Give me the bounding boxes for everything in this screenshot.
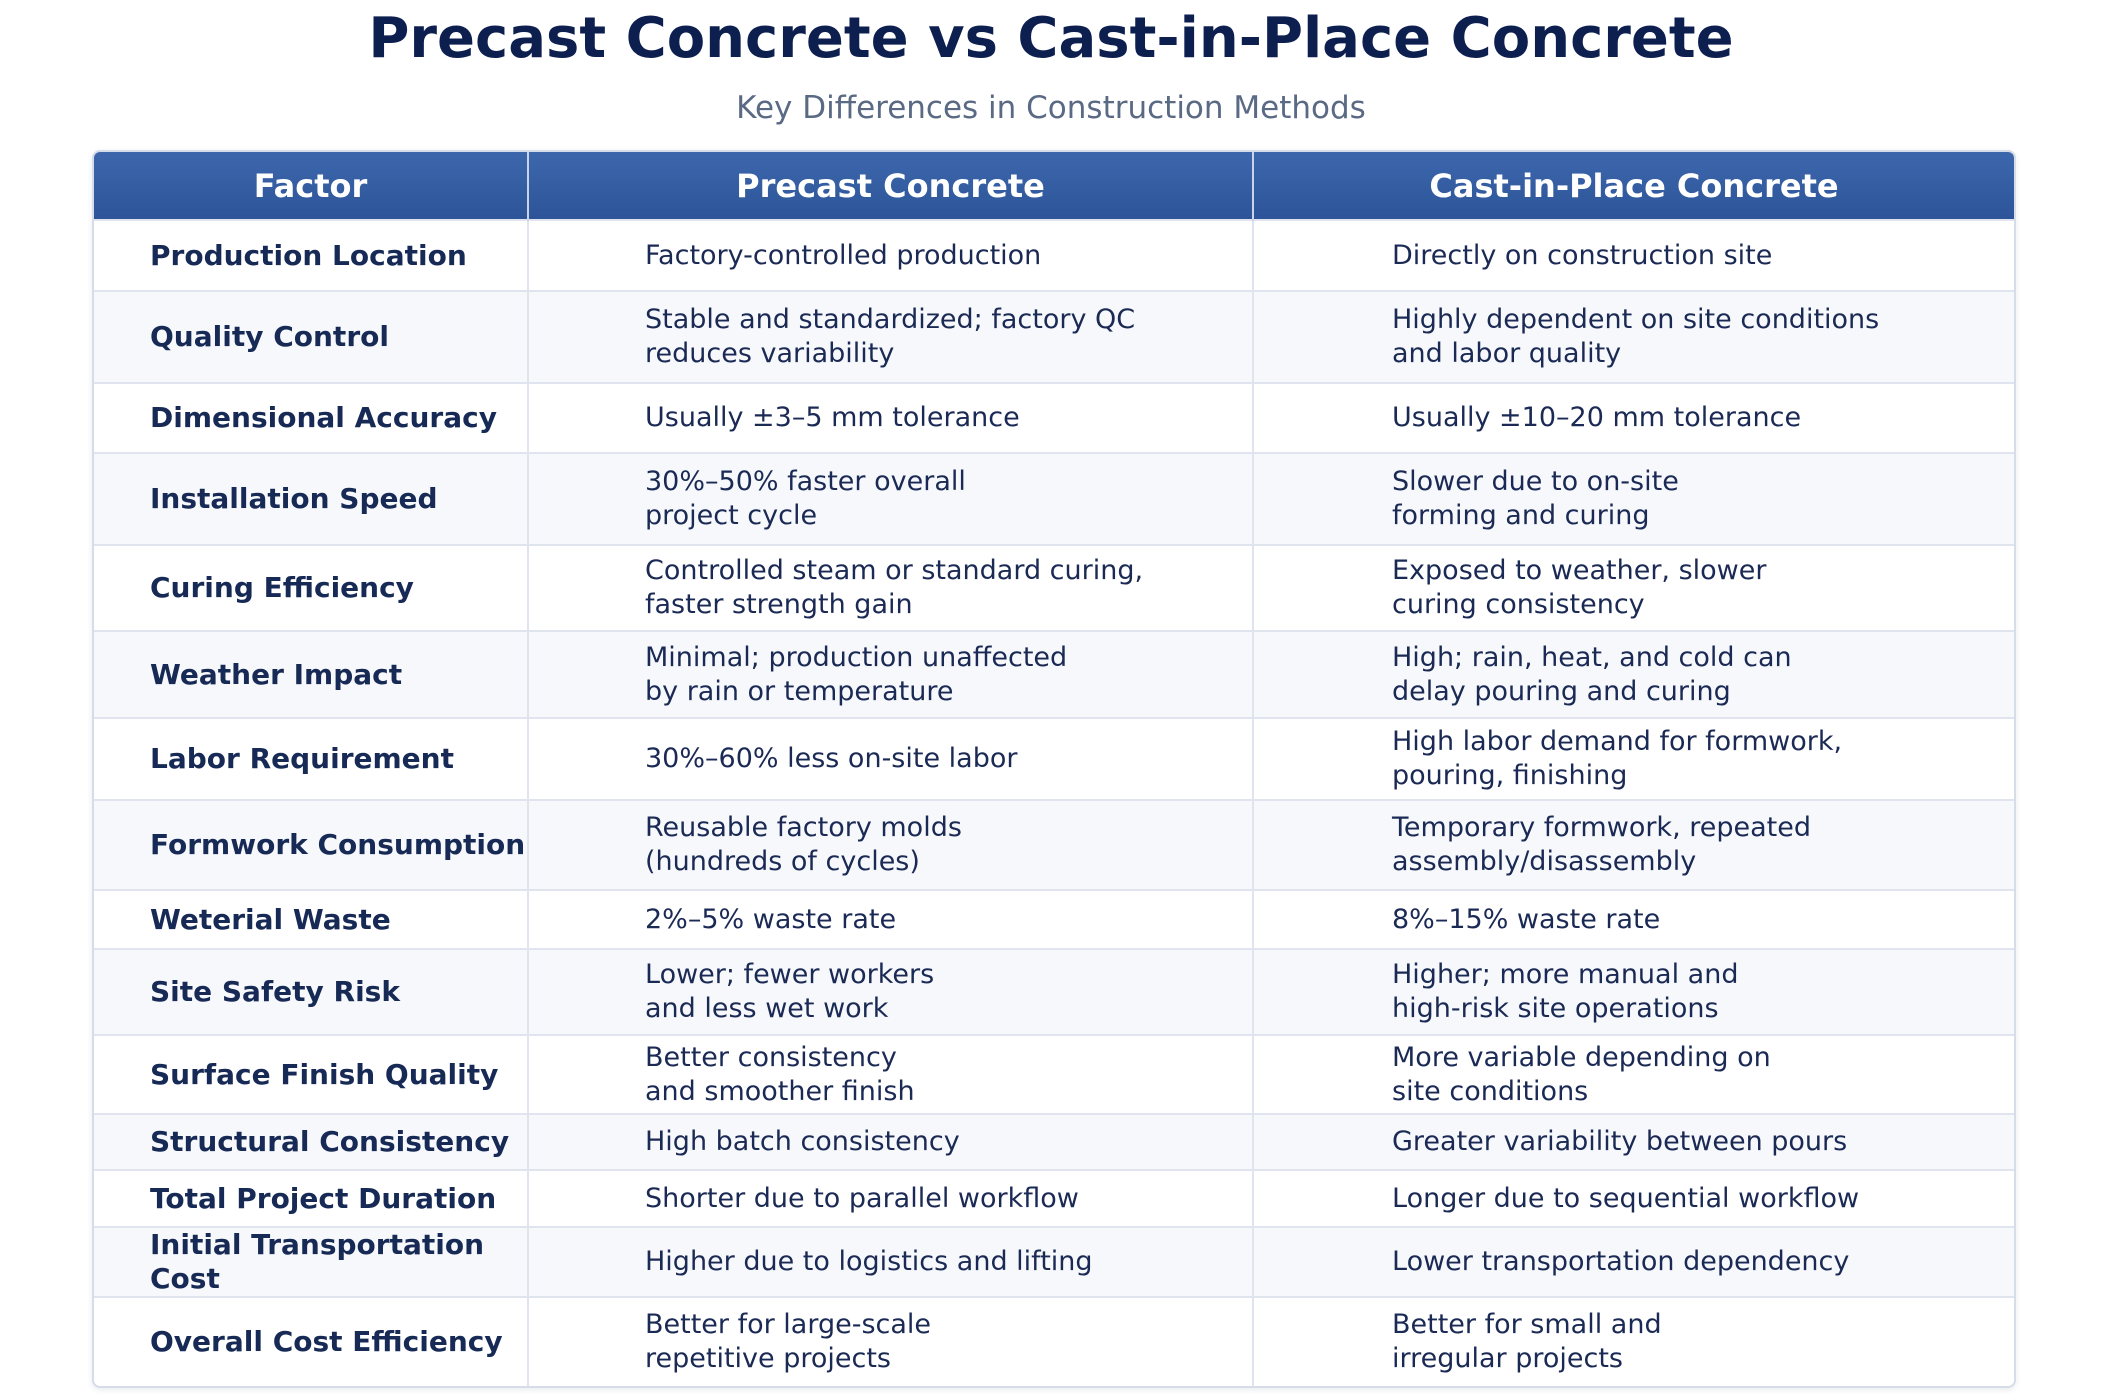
cast-in-place-text: More variable depending on site conditions — [1392, 1041, 1771, 1107]
precast-text: Factory-controlled production — [645, 239, 1042, 271]
precast-text: Reusable factory molds (hundreds of cycles) — [645, 812, 962, 877]
table-header-row — [94, 152, 2014, 220]
row-precast — [528, 949, 1253, 1035]
row-precast — [528, 383, 1253, 453]
row-factor: Surface Finish Quality — [94, 1035, 528, 1114]
row-cast-in-place — [1253, 1114, 2014, 1170]
precast-text: Stable and standardized; factory QC reduces variability — [645, 304, 1136, 369]
row-factor: Weather Impact — [94, 631, 528, 718]
precast-text: Controlled steam or standard curing, faster strength gain — [645, 555, 1144, 620]
row-precast — [528, 631, 1253, 718]
row-cast-in-place — [1253, 1170, 2014, 1227]
row-precast — [528, 1227, 1253, 1297]
row-factor: Quality Control — [94, 291, 528, 383]
row-cast-in-place — [1253, 545, 2014, 631]
table-row — [94, 453, 2014, 545]
cast-in-place-text: Temporary formwork, repeated assembly/disassembly — [1392, 812, 1811, 877]
table-row — [94, 1170, 2014, 1227]
row-cast-in-place — [1253, 631, 2014, 718]
row-cast-in-place — [1253, 1035, 2014, 1114]
row-cast-in-place — [1253, 291, 2014, 383]
table-row — [94, 949, 2014, 1035]
cast-in-place-text: High labor demand for formwork, pouring, finishing — [1392, 726, 1843, 791]
row-precast — [528, 1170, 1253, 1227]
precast-text: Shorter due to parallel workflow — [645, 1182, 1079, 1214]
precast-text: 30%–50% faster overall project cycle — [645, 466, 966, 531]
row-precast — [528, 220, 1253, 291]
header-precast: Precast Concrete — [528, 152, 1253, 220]
row-cast-in-place — [1253, 220, 2014, 291]
precast-text: High batch consistency — [645, 1126, 960, 1157]
cast-in-place-text: Greater variability between pours — [1392, 1126, 1848, 1157]
table-row — [94, 1035, 2014, 1114]
precast-text: 2%–5% waste rate — [645, 903, 897, 935]
row-factor: Production Location — [94, 220, 528, 291]
table-row — [94, 383, 2014, 453]
row-factor: Curing Efficiency — [94, 545, 528, 631]
precast-text: 30%–60% less on-site labor — [645, 743, 1018, 774]
precast-text: Better for large-scale repetitive projects — [645, 1309, 932, 1374]
row-precast — [528, 291, 1253, 383]
table-row — [94, 631, 2014, 718]
precast-text: Lower; fewer workers and less wet work — [645, 959, 935, 1024]
row-precast — [528, 890, 1253, 949]
row-cast-in-place — [1253, 718, 2014, 800]
cast-in-place-text: Highly dependent on site conditions and labor quality — [1392, 304, 1880, 369]
row-factor: Installation Speed — [94, 453, 528, 545]
row-cast-in-place — [1253, 453, 2014, 545]
table-row — [94, 1297, 2014, 1386]
row-factor: Dimensional Accuracy — [94, 383, 528, 453]
precast-text: Minimal; production unaffected by rain or temperature — [645, 641, 1068, 707]
table-row — [94, 545, 2014, 631]
row-cast-in-place — [1253, 383, 2014, 453]
row-precast — [528, 545, 1253, 631]
row-factor: Total Project Duration — [94, 1170, 528, 1227]
row-factor: Labor Requirement — [94, 718, 528, 800]
precast-text: Higher due to logistics and lifting — [645, 1246, 1093, 1277]
header-cast-in-place: Cast-in-Place Concrete — [1253, 152, 2014, 220]
row-cast-in-place — [1253, 1297, 2014, 1386]
row-cast-in-place — [1253, 890, 2014, 949]
table-row — [94, 1227, 2014, 1297]
cast-in-place-text: Slower due to on-site forming and curing — [1392, 466, 1679, 531]
cast-in-place-text: Longer due to sequential workflow — [1392, 1182, 1860, 1214]
row-cast-in-place — [1253, 800, 2014, 890]
row-factor: Formwork Consumption — [94, 800, 528, 890]
precast-text: Better consistency and smoother finish — [645, 1041, 915, 1107]
table-row — [94, 800, 2014, 890]
cast-in-place-text: 8%–15% waste rate — [1392, 903, 1661, 935]
row-precast — [528, 1297, 1253, 1386]
precast-text: Usually ±3–5 mm tolerance — [645, 402, 1020, 433]
comparison-table — [92, 150, 2016, 1388]
cast-in-place-text: Usually ±10–20 mm tolerance — [1392, 402, 1802, 433]
row-precast — [528, 1114, 1253, 1170]
row-precast — [528, 800, 1253, 890]
table-row — [94, 890, 2014, 949]
row-cast-in-place — [1253, 1227, 2014, 1297]
page-title: Precast Concrete vs Cast-in-Place Concrete — [368, 6, 1734, 71]
row-precast — [528, 453, 1253, 545]
cast-in-place-text: High; rain, heat, and cold can delay pouring and curing — [1392, 641, 1792, 707]
row-factor: Initial Transportation Cost — [94, 1227, 528, 1297]
cast-in-place-text: Higher; more manual and high-risk site operations — [1392, 959, 1739, 1024]
cast-in-place-text: Directly on construction site — [1392, 239, 1773, 271]
cast-in-place-text: Lower transportation dependency — [1392, 1246, 1850, 1277]
row-factor: Weterial Waste — [94, 890, 528, 949]
cast-in-place-text: Better for small and irregular projects — [1392, 1309, 1662, 1374]
table-row — [94, 220, 2014, 291]
row-precast — [528, 718, 1253, 800]
table-row — [94, 291, 2014, 383]
row-factor: Site Safety Risk — [94, 949, 528, 1035]
table-row — [94, 718, 2014, 800]
header-factor: Factor — [94, 152, 528, 220]
row-cast-in-place — [1253, 949, 2014, 1035]
row-precast — [528, 1035, 1253, 1114]
row-factor: Structural Consistency — [94, 1114, 528, 1170]
page-subtitle: Key Differences in Construction Methods — [736, 90, 1366, 126]
row-factor: Overall Cost Efficiency — [94, 1297, 528, 1386]
cast-in-place-text: Exposed to weather, slower curing consistency — [1392, 555, 1767, 620]
table-row — [94, 1114, 2014, 1170]
